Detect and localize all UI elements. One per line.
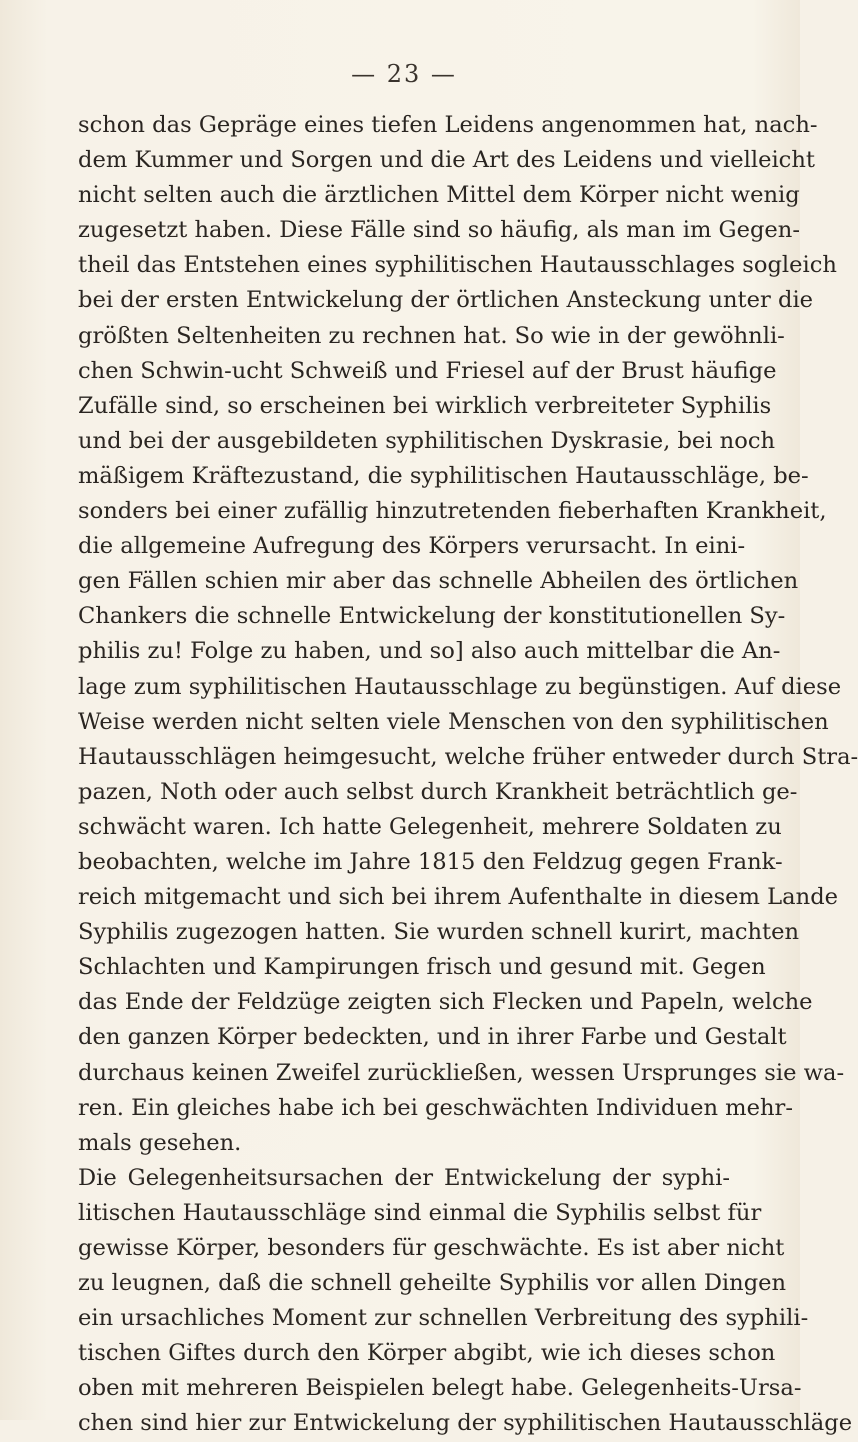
text-line: gen Fällen schien mir aber das schnelle Abheilen des örtlichen <box>78 568 799 595</box>
text-line: litischen Hautausschläge sind einmal die Syphilis selbst für <box>78 1199 762 1226</box>
text-line: und bei der ausgebildeten syphilitischen Dyskrasie, bei noch <box>78 427 776 454</box>
text-line: sonders bei einer zufällig hinzutretenden fieberhaften Krankheit, <box>78 498 827 525</box>
text-line: chen sind hier zur Entwickelung der syphilitischen Hautausschläge <box>78 1410 853 1437</box>
text-line: mals gesehen. <box>78 1129 242 1156</box>
text-line: Schlachten und Kampirungen frisch und gesund mit. Gegen <box>78 954 766 981</box>
text-line: Die Gelegenheitsursachen der Entwickelung der syphi- <box>78 1164 730 1191</box>
text-line: zu leugnen, daß die schnell geheilte Syphilis vor allen Dingen <box>78 1270 787 1297</box>
text-line: dem Kummer und Sorgen und die Art des Leidens und vielleicht <box>78 147 815 174</box>
text-line: lage zum syphilitischen Hautausschlage zu begünstigen. Auf diese <box>78 673 842 700</box>
page-number: — 23 — <box>351 60 457 88</box>
text-line: pazen, Noth oder auch selbst durch Krankheit beträchtlich ge- <box>78 778 798 805</box>
text-line: Weise werden nicht selten viele Menschen von den syphilitischen <box>78 708 829 735</box>
body-text <box>78 108 858 1442</box>
text-line: das Ende der Feldzüge zeigten sich Flecken und Papeln, welche <box>78 989 813 1016</box>
text-line: Zufälle sind, so erscheinen bei wirklich verbreiteter Syphilis <box>78 392 772 419</box>
text-line: theil das Entstehen eines syphilitischen Hautausschlages sogleich <box>78 252 837 279</box>
text-line: bei der ersten Entwickelung der örtlichen Ansteckung unter die <box>78 287 814 314</box>
text-line: oben mit mehreren Beispielen belegt habe. Gelegenheits-Ursa- <box>78 1375 802 1402</box>
text-line: chen Schwin-ucht Schweiß und Friesel auf der Brust häufige <box>78 357 777 384</box>
text-line: tischen Giftes durch den Körper abgibt, wie ich dieses schon <box>78 1340 776 1367</box>
text-line: mäßigem Kräftezustand, die syphilitischen Hautausschläge, be- <box>78 462 809 489</box>
text-line: Syphilis zugezogen hatten. Sie wurden schnell kurirt, machten <box>78 919 800 946</box>
text-line: reich mitgemacht und sich bei ihrem Aufenthalte in diesem Lande <box>78 884 839 911</box>
text-line: nicht selten auch die ärztlichen Mittel dem Körper nicht wenig <box>78 182 800 209</box>
text-line: gewisse Körper, besonders für geschwächte. Es ist aber nicht <box>78 1235 785 1261</box>
text-line: größten Seltenheiten zu rechnen hat. So wie in der gewöhnli- <box>78 322 785 349</box>
text-line: schon das Gepräge eines tiefen Leidens angenommen hat, nach- <box>78 112 818 138</box>
text-line: die allgemeine Aufregung des Körpers verursacht. In eini- <box>78 533 746 560</box>
text-line: Hautausschlägen heimgesucht, welche früher entweder durch Stra- <box>78 743 858 770</box>
text-line: den ganzen Körper bedeckten, und in ihrer Farbe und Gestalt <box>78 1024 787 1051</box>
text-line: philis zu! Folge zu haben, und so] also auch mittelbar die An- <box>78 638 781 665</box>
text-line: schwächt waren. Ich hatte Gelegenheit, mehrere Soldaten zu <box>78 813 782 840</box>
text-line: ein ursachliches Moment zur schnellen Verbreitung des syphili- <box>78 1305 809 1332</box>
text-line: Chankers die schnelle Entwickelung der konstitutionellen Sy- <box>78 603 786 630</box>
text-line: durchaus keinen Zweifel zurückließen, wessen Ursprunges sie wa- <box>78 1059 845 1086</box>
text-line: beobachten, welche im Jahre 1815 den Feldzug gegen Frank- <box>78 848 783 875</box>
text-line: ren. Ein gleiches habe ich bei geschwächten Individuen mehr- <box>78 1094 793 1121</box>
text-line: zugesetzt haben. Diese Fälle sind so häufig, als man im Gegen- <box>78 217 800 244</box>
